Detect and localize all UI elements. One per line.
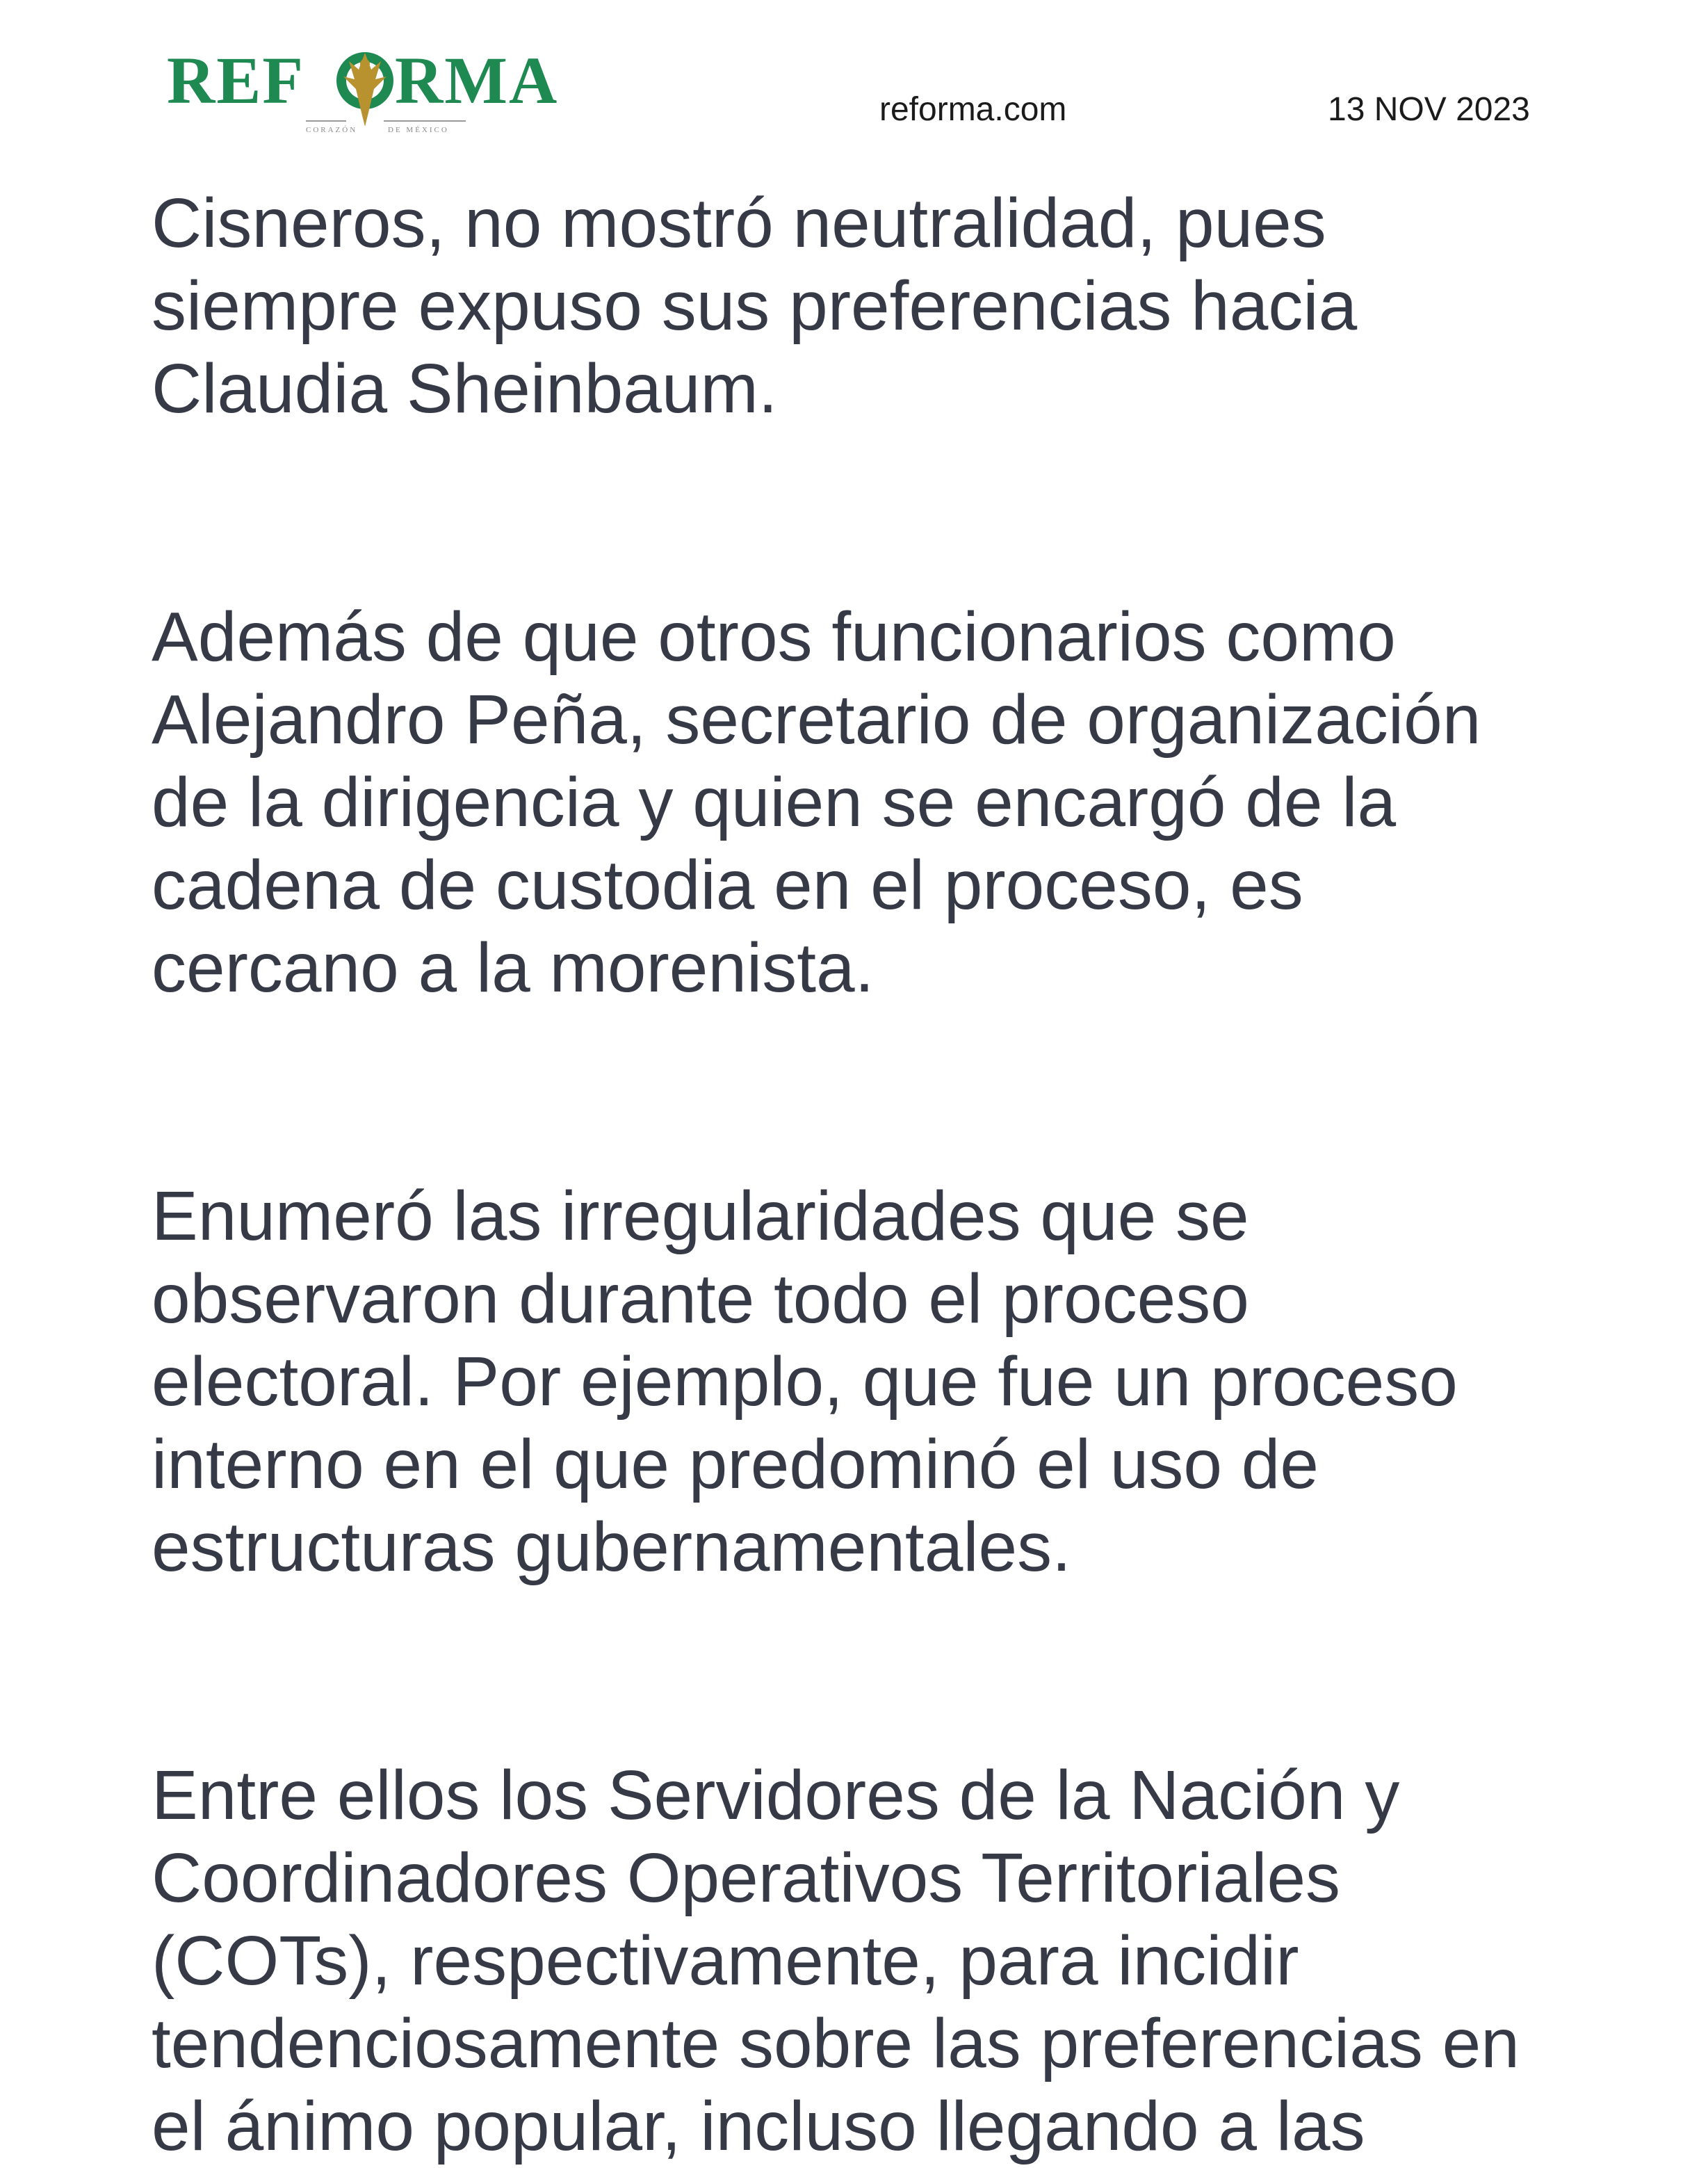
paragraph-line: siempre expuso sus preferencias hacia bbox=[152, 267, 1358, 345]
paragraph-line: Cisneros, no mostró neutralidad, pues bbox=[152, 184, 1326, 262]
paragraph-line: Además de que otros funcionarios como bbox=[152, 598, 1396, 676]
paragraph-line: de la dirigencia y quien se encargó de la bbox=[152, 763, 1397, 841]
paragraph-line: estructuras gubernamentales. bbox=[152, 1508, 1071, 1586]
paragraph-line: electoral. Por ejemplo, que fue un proceso bbox=[152, 1343, 1458, 1421]
article-paragraph bbox=[152, 1175, 1611, 1589]
paragraph-line: cadena de custodia en el proceso, es bbox=[152, 846, 1303, 924]
article-paragraph bbox=[152, 1754, 1611, 2168]
paragraph-line: Coordinadores Operativos Territoriales bbox=[152, 1839, 1341, 1917]
svg-text:RMA: RMA bbox=[395, 49, 559, 118]
angel-icon bbox=[341, 53, 389, 127]
svg-text:CORAZÓN: CORAZÓN bbox=[306, 126, 358, 134]
svg-text:DE MÉXICO: DE MÉXICO bbox=[388, 126, 449, 134]
paragraph-line: cercano a la morenista. bbox=[152, 929, 875, 1007]
page-header bbox=[0, 0, 1708, 153]
paragraph-line: Enumeró las irregularidades que se bbox=[152, 1177, 1249, 1255]
paragraph-line: el ánimo popular, incluso llegando a las bbox=[152, 2087, 1365, 2165]
paragraph-line: observaron durante todo el proceso bbox=[152, 1260, 1249, 1338]
paragraph-line: Alejandro Peña, secretario de organización bbox=[152, 681, 1481, 759]
paragraph-line: Entre ellos los Servidores de la Nación y bbox=[152, 1756, 1400, 1834]
paragraph-line: interno en el que predominó el uso de bbox=[152, 1425, 1319, 1503]
svg-text:REF: REF bbox=[167, 49, 304, 118]
reforma-logo-mark bbox=[167, 49, 640, 139]
article-body bbox=[152, 182, 1611, 2168]
article-paragraph bbox=[152, 596, 1611, 1010]
publication-date: 13 NOV 2023 bbox=[1328, 91, 1530, 128]
reforma-logo bbox=[167, 49, 640, 139]
paragraph-line: (COTs), respectivamente, para incidir bbox=[152, 1922, 1299, 2000]
paragraph-line: tendenciosamente sobre las preferencias en bbox=[152, 2005, 1520, 2082]
site-url: reforma.com bbox=[879, 91, 1067, 128]
article-paragraph bbox=[152, 182, 1611, 430]
paragraph-line: Claudia Sheinbaum. bbox=[152, 350, 778, 428]
